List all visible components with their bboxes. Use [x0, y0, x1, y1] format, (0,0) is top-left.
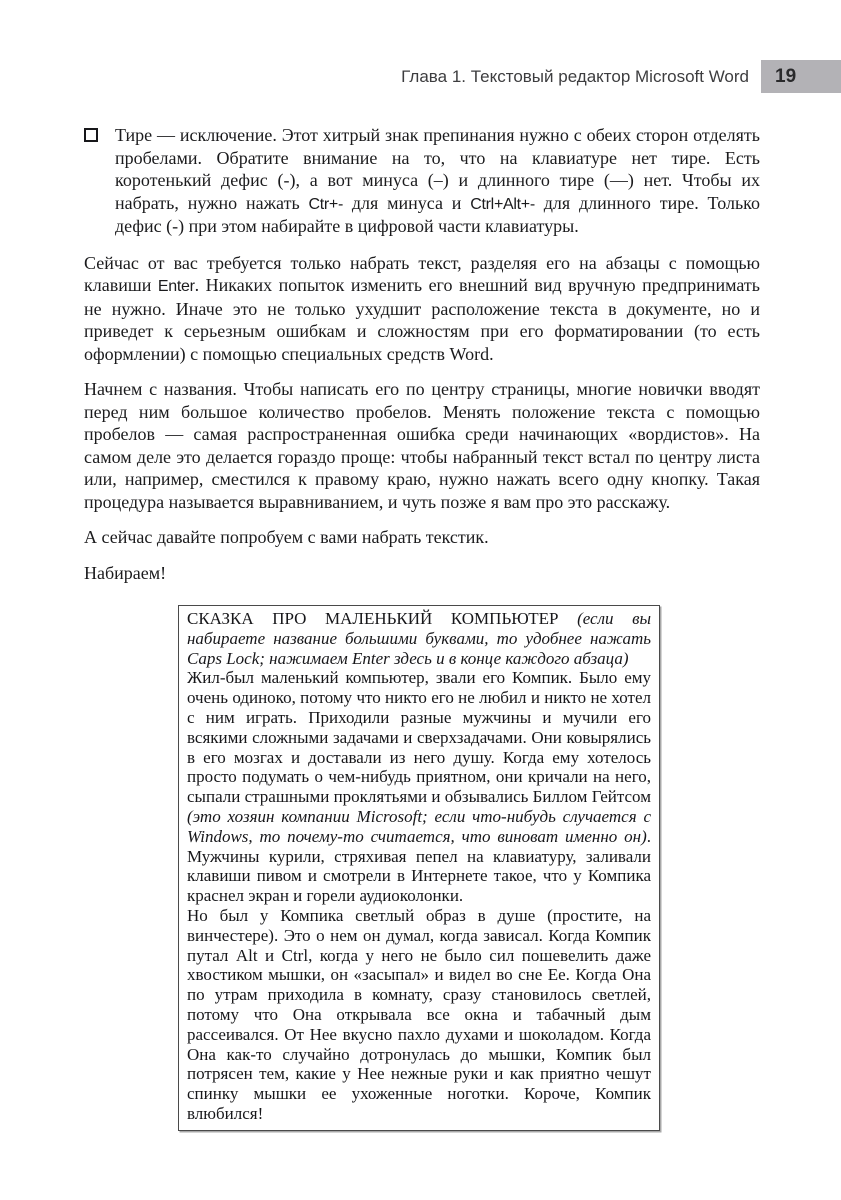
page-header	[0, 60, 841, 93]
paragraph-title-centering: Начнем с названия. Чтобы написать его по центру страницы, многие новички вводят перед ним большое количество пробелов. Менять положение текста с помощью пробелов — самая распространенная ошибка среди начинающих «вордистов». На самом деле это делается гораздо проще: чтобы набранный текст встал по центру листа или, например, сместился к правому краю, нужно нажать всего одну кнопку. Такая процедура называется выравниванием, и чуть позже я вам про это расскажу.	[84, 379, 760, 512]
bullet-cell	[84, 124, 115, 238]
chapter-title: Глава 1. Текстовый редактор Microsoft Word	[401, 66, 749, 86]
page-number: 19	[775, 65, 797, 87]
story-title-paragraph: СКАЗКА ПРО МАЛЕНЬКИЙ КОМПЬЮТЕР (если вы набираете название большими буквами, то удобнее нажать Caps Lock; нажимаем Enter здесь и в конце каждого абзаца)	[187, 609, 651, 668]
paragraph-nabiraem: Набираем!	[84, 562, 167, 583]
story-paragraph-2: Но был у Компика светлый образ в душе (простите, на винчестере). Это о нем он думал, когда зависал. Когда Компик путал Alt и Ctrl, когда у него не было сил пошевелить даже хвостиком мышки, он «засыпал» и видел во сне Ее. Когда Она по утрам приходила в комнату, сразу становилось светлей, потому что Она открывала все окна и табачный дым рассеивался. От Нее вкусно пахло духами и шоколадом. Когда Она как-то случайно дотронулась до мышки, Компик был потрясен тем, какие у Нее нежные руки и как приятно чешут спинку мышки ее ухоженные ноготки. Короче, Компик влюбился!	[187, 905, 651, 1123]
bullet-list-item	[84, 124, 760, 238]
paragraph-typing-advice: Сейчас от вас требуется только набрать текст, разделяя его на абзацы с помощью клавиши Enter. Никаких попыток изменить его внешний вид вручную предпринимать не нужно. Иначе это не только ухудшит расположение текста в документе, но и приведет к серьезным ошибкам и сложностям при его форматировании (то есть оформлении) с помощью специальных средств Word.	[84, 252, 761, 364]
paragraph-lets-type: А сейчас давайте попробуем с вами набрать текстик.	[84, 527, 489, 547]
square-bullet-icon	[84, 128, 98, 142]
typed-text-box	[178, 605, 660, 1131]
paragraph-dash-rule: Тире — исключение. Этот хитрый знак препинания нужно с обеих сторон отделять пробелами. Обратите внимание на то, что на клавиатуре нет тире. Есть коротенький дефис (-), а вот минуса (–) и длинного тире (—) нет. Чтобы их набрать, нужно нажать Ctr+- для минуса и Ctrl+Alt+- для длинного тире. Только дефис (-) при этом набирайте в цифровой части клавиатуры.	[115, 125, 760, 236]
page-content	[84, 124, 760, 1131]
page-number-box	[761, 60, 841, 93]
story-paragraph-1: Жил-был маленький компьютер, звали его Компик. Было ему очень одиноко, потому что никто его не любил и никто не хотел с ним играть. Приходили разные мужчины и мучили его всякими сложными задачами и сверхзадачами. Они ковырялись в его мозгах и доставали из него душу. Когда ему хотелось просто подумать о чем-нибудь приятном, они кричали на него, сыпали страшными проклятьями и обзывались Биллом Гейтсом (это хозяин компании Microsoft; если что-нибудь случается с Windows, то почему-то считается, что виноват именно он). Мужчины курили, стряхивая пепел на клавиатуру, заливали клавиши пивом и смотрели в Интернете такое, что у Компика краснел экран и горели аудиоколонки.	[187, 668, 651, 906]
